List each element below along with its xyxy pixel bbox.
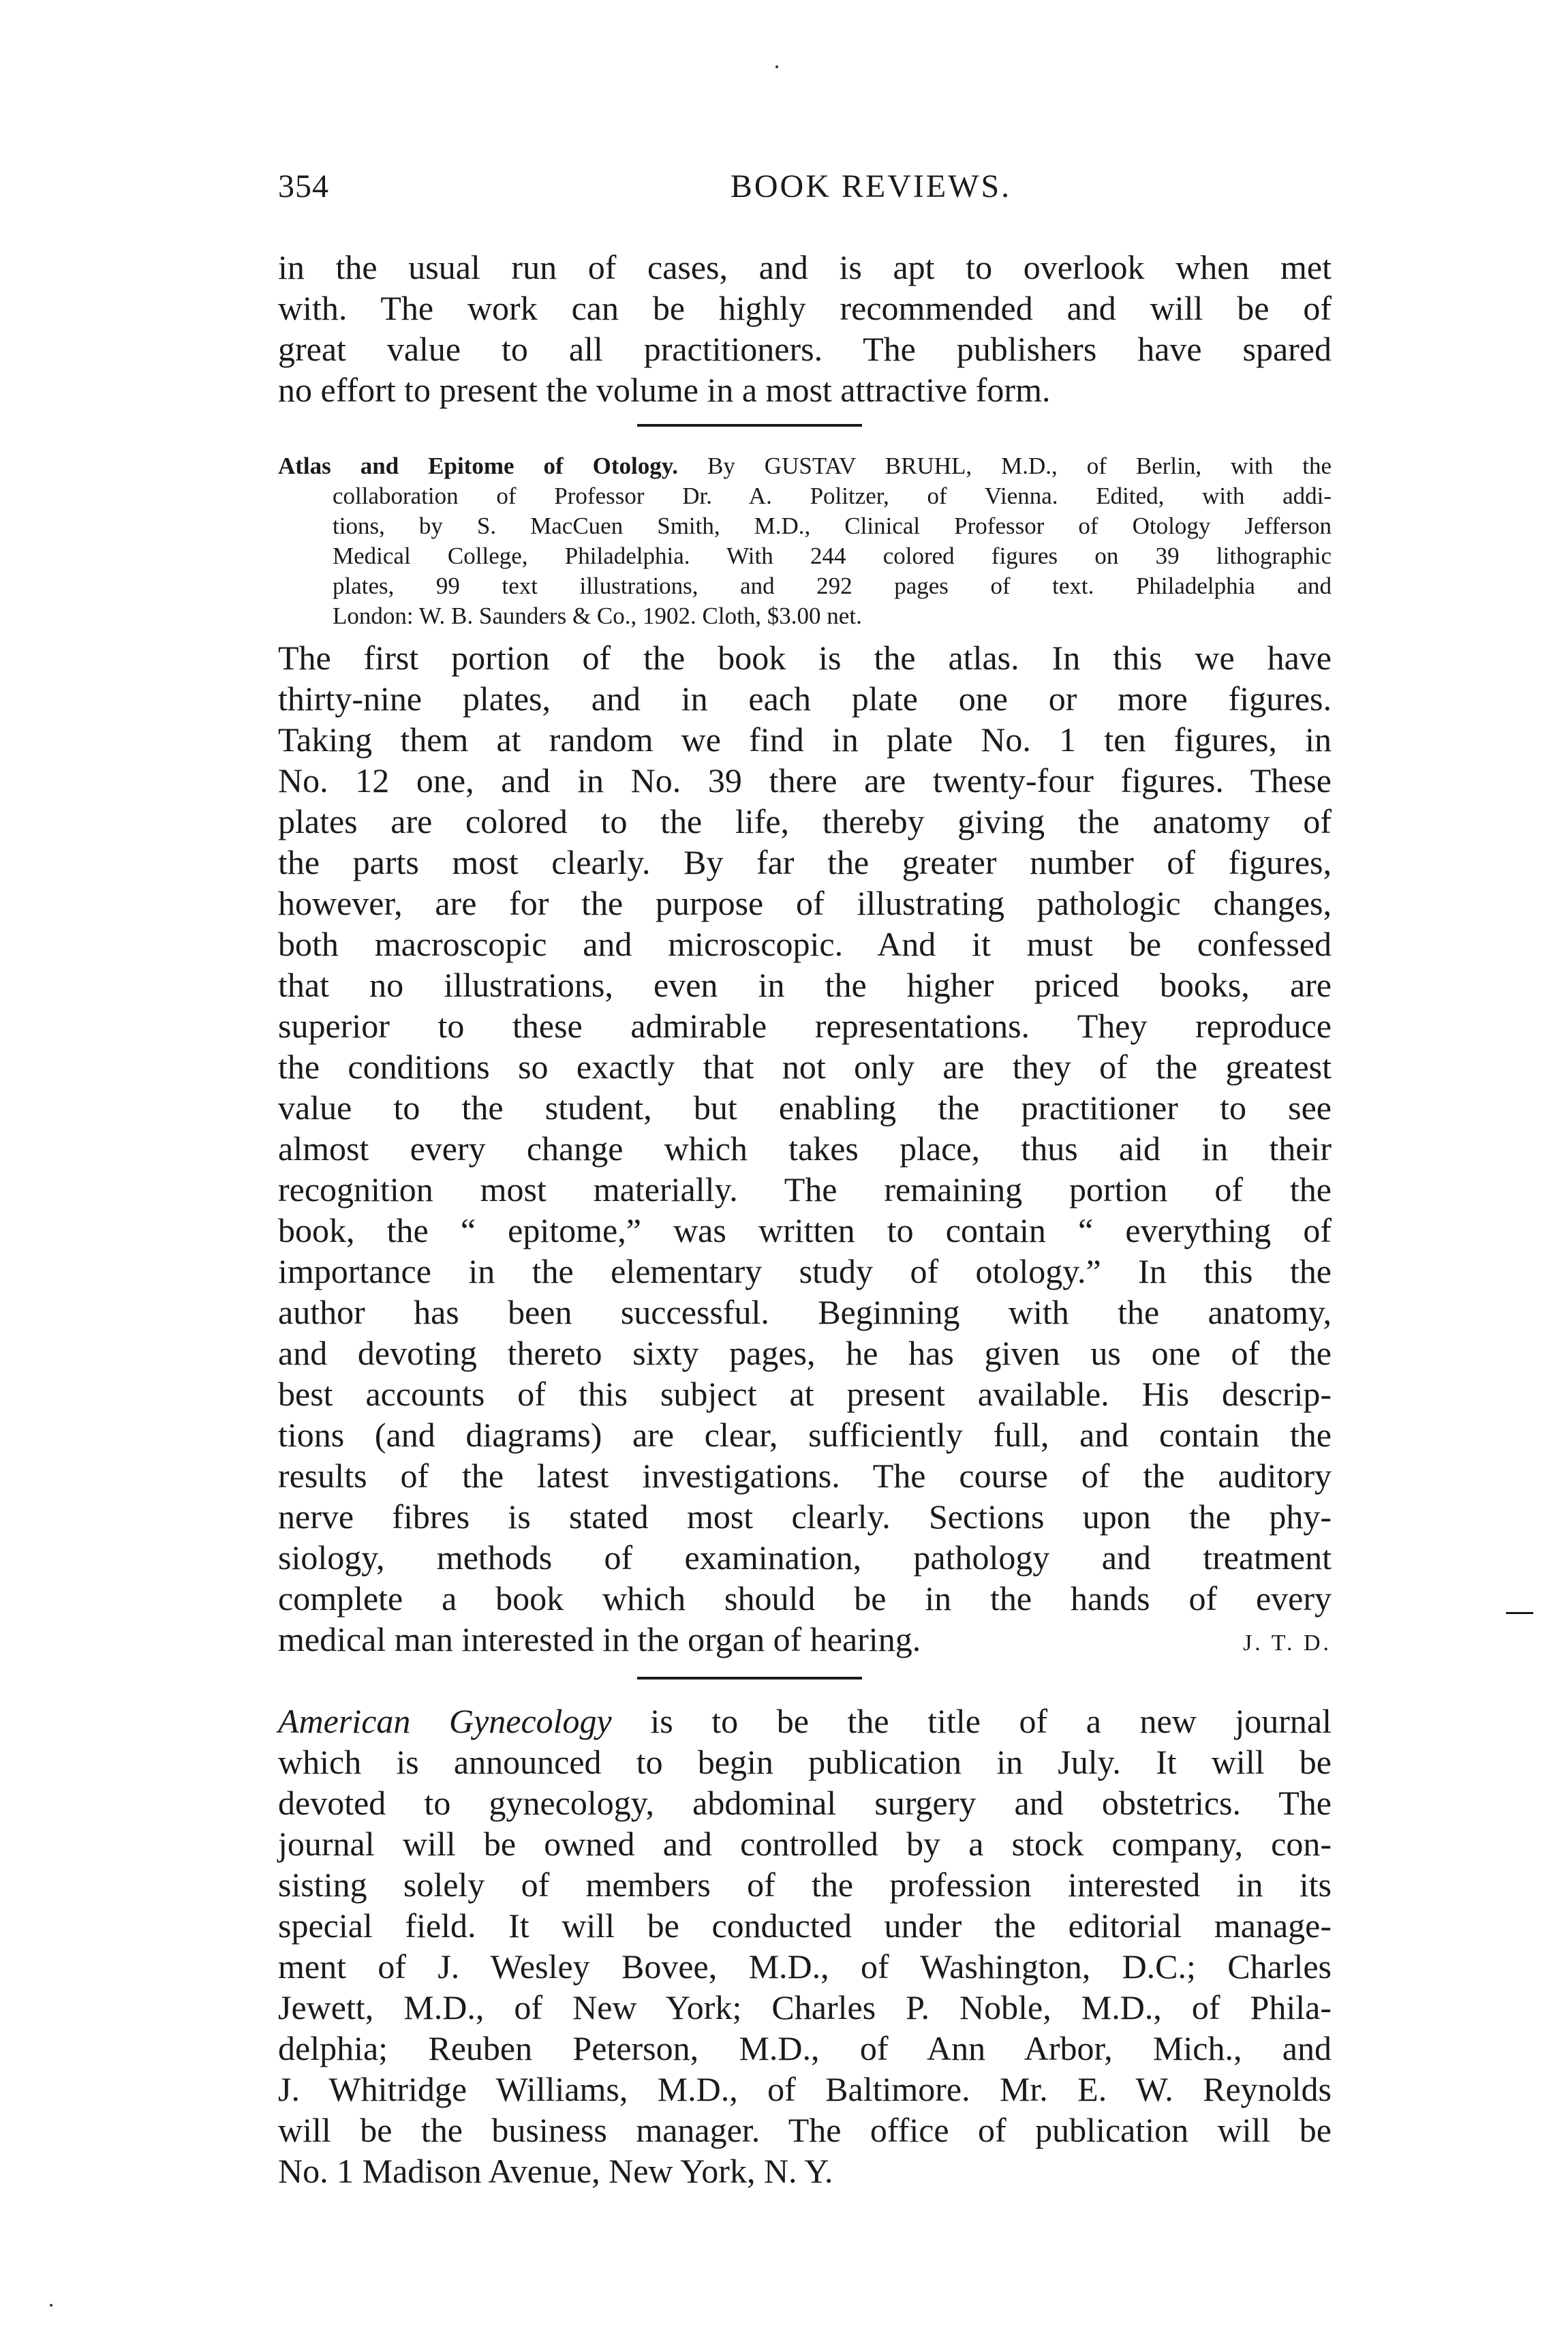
text-line: No. 1 Madison Avenue, New York, N. Y. <box>278 2152 833 2190</box>
text-line: journal will be owned and controlled by a stock company, con- <box>278 1825 1332 1863</box>
text-line: importance in the elementary study of otology.” In this the <box>278 1252 1332 1290</box>
text-line: the parts most clearly. By far the greater number of figures, <box>278 843 1332 881</box>
text-line: is to be the title of a new journal <box>650 1702 1332 1740</box>
text-line: nerve fibres is stated most clearly. Sections upon the phy- <box>278 1498 1332 1536</box>
text-line: the conditions so exactly that not only are they of the greatest <box>278 1048 1332 1086</box>
text-line: tions (and diagrams) are clear, sufficiently full, and contain the <box>278 1416 1332 1454</box>
book-title: Atlas and Epitome of Otology. <box>278 453 679 479</box>
text-line: book, the “ epitome,” was written to contain “ everything of <box>278 1211 1332 1249</box>
text-line: with. The work can be highly recommended and will be of <box>278 289 1332 327</box>
citation-line: collaboration of Professor Dr. A. Politzer, of Vienna. Edited, with addi- <box>333 483 1332 509</box>
journal-title: American Gynecology <box>278 1702 612 1740</box>
text-line: will be the business manager. The office of publication will be <box>278 2111 1332 2149</box>
text-line: No. 12 one, and in No. 39 there are twenty-four figures. These <box>278 761 1332 800</box>
book-citation <box>278 451 1332 631</box>
text-line: value to the student, but enabling the practitioner to see <box>278 1089 1332 1127</box>
text-line: delphia; Reuben Peterson, M.D., of Ann Arbor, Mich., and <box>278 2029 1332 2067</box>
text-line: devoted to gynecology, abdominal surgery and obstetrics. The <box>278 1784 1332 1822</box>
text-line: J. Whitridge Williams, M.D., of Baltimore. Mr. E. W. Reynolds <box>278 2070 1332 2108</box>
page-header <box>278 168 1332 215</box>
text-line: recognition most materially. The remaining portion of the <box>278 1170 1332 1209</box>
text-line: which is announced to begin publication in July. It will be <box>278 1743 1332 1781</box>
text-line: in the usual run of cases, and is apt to overlook when met <box>278 248 1332 286</box>
reviewer-initials: J. T. D. <box>1243 1630 1332 1656</box>
page-number: 354 <box>278 168 329 204</box>
text-line: author has been successful. Beginning with the anatomy, <box>278 1293 1332 1331</box>
citation-line: plates, 99 text illustrations, and 292 pages of text. Philadelphia and <box>333 573 1332 599</box>
citation-line: By GUSTAV BRUHL, M.D., of Berlin, with the <box>707 453 1332 479</box>
text-line: thirty-nine plates, and in each plate one or more figures. <box>278 680 1332 718</box>
text-line: results of the latest investigations. The course of the auditory <box>278 1457 1332 1495</box>
text-line: ment of J. Wesley Bovee, M.D., of Washington, D.C.; Charles <box>278 1947 1332 1986</box>
margin-mark <box>1506 1612 1533 1614</box>
text-line: medical man interested in the organ of hearing. <box>278 1620 921 1658</box>
citation-line: Medical College, Philadelphia. With 244 colored figures on 39 lithographic <box>333 543 1332 569</box>
continuation-paragraph <box>278 247 1332 410</box>
citation-line: London: W. B. Saunders & Co., 1902. Cloth, $3.00 net. <box>333 603 862 629</box>
text-line: plates are colored to the life, thereby giving the anatomy of <box>278 802 1332 840</box>
journal-notice <box>278 1701 1332 2191</box>
review-paragraph <box>278 637 1332 1664</box>
ink-speck <box>775 65 778 68</box>
section-divider <box>637 424 862 427</box>
citation-line: tions, by S. MacCuen Smith, M.D., Clinical Professor of Otology Jefferson <box>333 513 1332 539</box>
text-line: both macroscopic and microscopic. And it must be confessed <box>278 925 1332 963</box>
text-line: Taking them at random we find in plate No. 1 ten figures, in <box>278 720 1332 759</box>
text-line: siology, methods of examination, pathology and treatment <box>278 1538 1332 1577</box>
ink-speck <box>50 2304 52 2307</box>
text-line: that no illustrations, even in the higher priced books, are <box>278 966 1332 1004</box>
text-line: Jewett, M.D., of New York; Charles P. Noble, M.D., of Phila- <box>278 1988 1332 2026</box>
running-head: BOOK REVIEWS. <box>730 168 1012 204</box>
text-line: almost every change which takes place, thus aid in their <box>278 1129 1332 1168</box>
text-line: great value to all practitioners. The publishers have spared <box>278 330 1332 368</box>
text-line: best accounts of this subject at present available. His descrip- <box>278 1375 1332 1413</box>
text-line: no effort to present the volume in a most attractive form. <box>278 371 1051 409</box>
section-divider <box>637 1677 862 1680</box>
text-line: sisting solely of members of the profession interested in its <box>278 1866 1332 1904</box>
text-line: however, are for the purpose of illustrating pathologic changes, <box>278 884 1332 922</box>
text-line: The first portion of the book is the atlas. In this we have <box>278 639 1332 677</box>
text-line: special field. It will be conducted under the editorial manage- <box>278 1906 1332 1945</box>
text-line: complete a book which should be in the hands of every <box>278 1579 1332 1617</box>
text-line: and devoting thereto sixty pages, he has given us one of the <box>278 1334 1332 1372</box>
text-line: superior to these admirable representations. They reproduce <box>278 1007 1332 1045</box>
